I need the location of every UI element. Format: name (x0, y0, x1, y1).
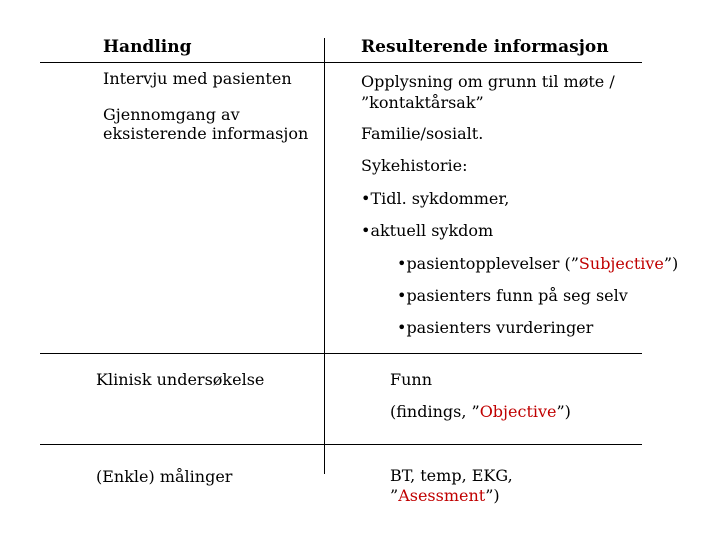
result-objective (390, 402, 571, 422)
section1-divider (40, 353, 642, 354)
action-clinical-exam: Klinisk undersøkelse (96, 370, 265, 389)
info-sub-patient-experiences (397, 254, 678, 274)
info-reason-line2: ”kontaktårsak” (361, 93, 484, 112)
action-review-line1: Gjennomgang av (103, 105, 240, 124)
result-measurements: BT, temp, EKG, (390, 466, 513, 485)
info-reason-line1: Opplysning om grunn til møte / (361, 72, 615, 91)
info-bullet-current-illness: •aktuell sykdom (361, 221, 494, 240)
objective-prefix: (findings, ” (390, 402, 480, 421)
objective-label: Objective (479, 402, 557, 421)
info-family: Familie/sosialt. (361, 124, 484, 143)
section2-divider (40, 444, 642, 445)
result-findings: Funn (390, 370, 433, 389)
objective-suffix: ”) (556, 402, 571, 421)
subjective-label: Subjective (578, 254, 664, 273)
info-history: Sykehistorie: (361, 156, 468, 175)
info-sub-patient-assessments: •pasienters vurderinger (397, 318, 594, 337)
assessment-suffix: ”) (485, 486, 500, 505)
subjective-suffix: ”) (663, 254, 679, 273)
header-action: Handling (103, 37, 192, 57)
action-review-line2: eksisterende informasjon (103, 124, 309, 143)
action-measurements: (Enkle) målinger (96, 467, 233, 486)
assessment-prefix: ” (390, 486, 399, 505)
header-divider (40, 62, 642, 63)
result-assessment (390, 486, 500, 506)
header-result: Resulterende informasjon (361, 37, 609, 57)
assessment-label: Asessment (398, 486, 486, 505)
info-sub-patient-findings: •pasienters funn på seg selv (397, 286, 628, 305)
subjective-prefix: •pasientopplevelser (” (397, 254, 579, 273)
info-bullet-previous-illness: •Tidl. sykdommer, (361, 189, 510, 208)
column-divider (324, 38, 325, 474)
action-interview: Intervju med pasienten (103, 69, 292, 88)
